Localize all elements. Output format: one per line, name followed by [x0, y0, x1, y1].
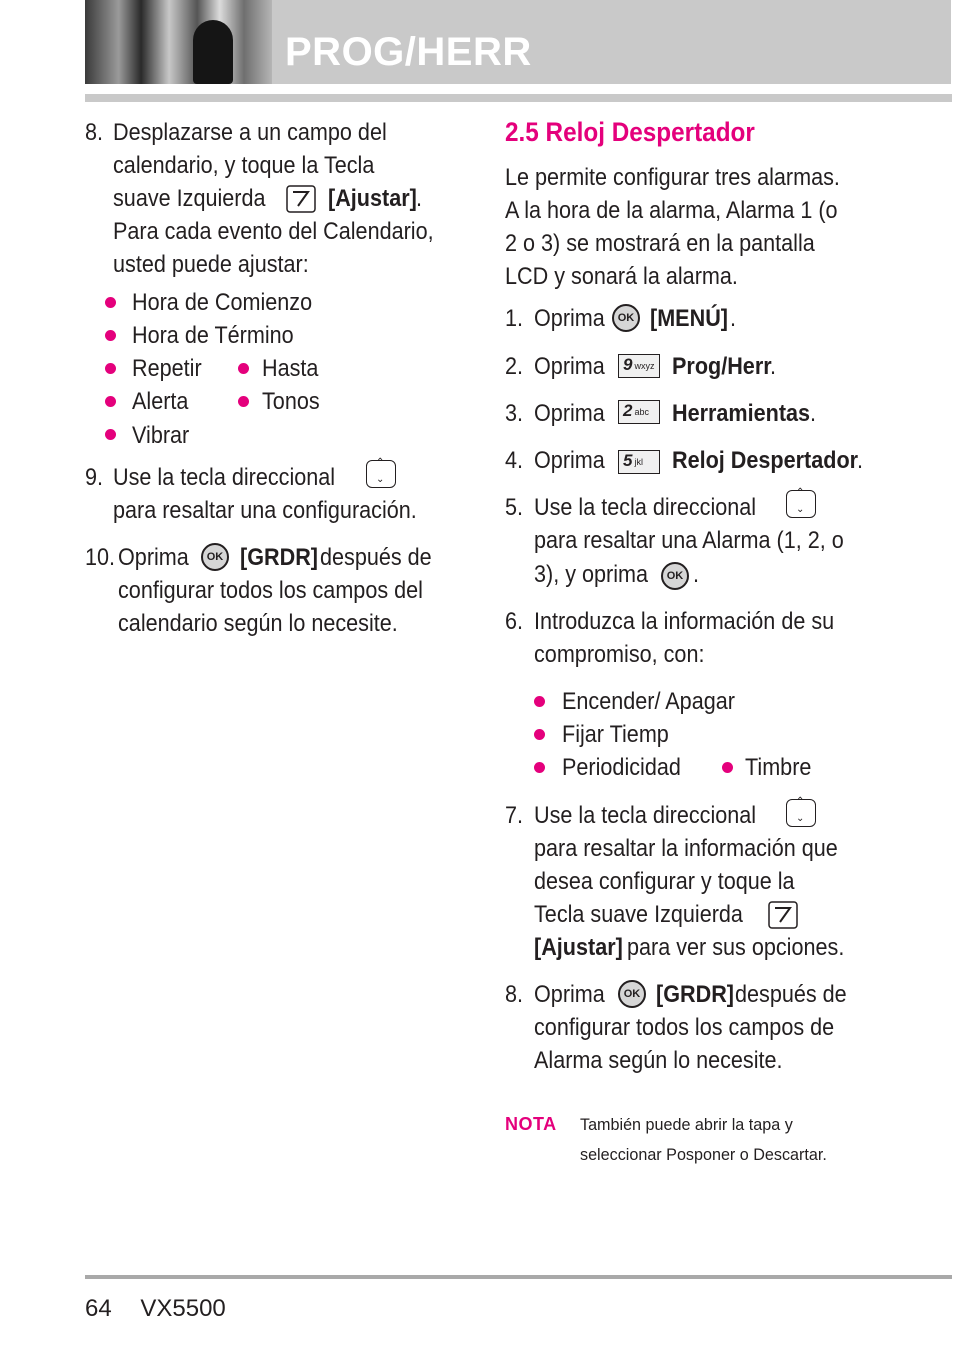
bullet-dot [238, 363, 249, 374]
model-name: VX5500 [140, 1295, 226, 1322]
softkey-label: [Ajustar] [328, 185, 417, 212]
step-text: Use la tecla direccional [113, 464, 336, 491]
page-number: 64 [85, 1295, 112, 1322]
page-title: PROG/HERR [285, 30, 532, 74]
step-text: Introduzca la información de su [534, 608, 835, 635]
menu-label: Prog/Herr [672, 353, 772, 380]
intro-text: Le permite configurar tres alarmas. [505, 164, 840, 191]
note-label: NOTA [505, 1114, 557, 1134]
step-text: Oprima [534, 981, 605, 1008]
list-item: Vibrar [132, 422, 190, 449]
softkey-label: [Ajustar] [534, 934, 623, 961]
note-text: seleccionar Posponer o Descartar. [580, 1145, 827, 1164]
bullet-dot [722, 762, 733, 773]
header-photo [85, 0, 272, 84]
step-text: Oprima [534, 400, 605, 427]
step-number: 6. [505, 608, 524, 635]
list-item: Timbre [745, 754, 812, 781]
key-5-icon: 5 jkl [618, 450, 660, 474]
list-item: Hora de Término [132, 322, 294, 349]
menu-label: Reloj Despertador [672, 447, 859, 474]
step-text: configurar todos los campos de [534, 1014, 835, 1041]
step-text: . [416, 185, 423, 212]
list-item: Repetir [132, 355, 202, 382]
list-item: Fijar Tiemp [562, 721, 669, 748]
step-number: 8. [85, 119, 104, 146]
step-text: . [730, 305, 737, 332]
step-number: 9. [85, 464, 104, 491]
step-text: . [770, 353, 777, 380]
step-text: Oprima [118, 544, 189, 571]
step-text: calendario, y toque la Tecla [113, 152, 375, 179]
intro-text: 2 o 3) se mostrará en la pantalla [505, 230, 815, 257]
ok-key-icon: OK [618, 980, 646, 1008]
bullet-dot [238, 396, 249, 407]
ok-key-icon: OK [661, 562, 689, 590]
step-text: . [857, 447, 864, 474]
step-number: 1. [505, 305, 524, 332]
list-item: Encender/ Apagar [562, 688, 735, 715]
top-rule [85, 94, 952, 102]
bottom-rule [85, 1275, 952, 1279]
step-text: . [693, 561, 700, 588]
intro-text: A la hora de la alarma, Alarma 1 (o [505, 197, 838, 224]
step-text: para resaltar la información que [534, 835, 838, 862]
step-text: usted puede ajustar: [113, 251, 309, 278]
step-text: calendario según lo necesite. [118, 610, 398, 637]
section-title: 2.5 Reloj Despertador [505, 117, 755, 147]
step-text: Use la tecla direccional [534, 494, 757, 521]
step-number: 10. [85, 544, 116, 571]
step-text: Oprima [534, 353, 605, 380]
step-text: compromiso, con: [534, 641, 705, 668]
step-text: Use la tecla direccional [534, 802, 757, 829]
bullet-dot [105, 363, 116, 374]
step-number: 2. [505, 353, 524, 380]
step-text: para resaltar una Alarma (1, 2, o [534, 527, 844, 554]
left-soft-key-icon [286, 185, 316, 213]
step-number: 7. [505, 802, 524, 829]
ok-key-icon: OK [201, 543, 229, 571]
navigation-key-icon [366, 460, 396, 488]
step-number: 3. [505, 400, 524, 427]
softkey-label: [GRDR] [656, 981, 734, 1008]
step-text: Oprima [534, 305, 605, 332]
menu-label: Herramientas [672, 400, 811, 427]
step-text: . [810, 400, 817, 427]
step-text: para resaltar una configuración. [113, 497, 417, 524]
step-text: para ver sus opciones. [627, 934, 845, 961]
step-number: 8. [505, 981, 524, 1008]
navigation-key-icon [786, 799, 816, 827]
bullet-dot [534, 729, 545, 740]
step-text: desea configurar y toque la [534, 868, 795, 895]
bullet-dot [105, 297, 116, 308]
step-text: suave Izquierda [113, 185, 266, 212]
list-item: Tonos [262, 388, 320, 415]
step-text: Oprima [534, 447, 605, 474]
step-text: Para cada evento del Calendario, [113, 218, 434, 245]
softkey-label: [GRDR] [240, 544, 318, 571]
ok-key-icon: OK [612, 304, 640, 332]
bullet-dot [534, 762, 545, 773]
step-text: después de [735, 981, 847, 1008]
menu-label: [MENÚ] [650, 305, 728, 332]
navigation-key-icon [786, 490, 816, 518]
step-text: Tecla suave Izquierda [534, 901, 743, 928]
list-item: Hora de Comienzo [132, 289, 313, 316]
list-item: Hasta [262, 355, 319, 382]
page-footer [85, 1295, 248, 1323]
list-item: Alerta [132, 388, 189, 415]
bullet-dot [105, 330, 116, 341]
step-text: configurar todos los campos del [118, 577, 423, 604]
step-text: 3), y oprima [534, 561, 649, 588]
step-number: 4. [505, 447, 524, 474]
key-9-icon: 9 wxyz [618, 354, 660, 378]
step-text: Desplazarse a un campo del [113, 119, 387, 146]
step-number: 5. [505, 494, 524, 521]
left-soft-key-icon [768, 901, 798, 929]
intro-text: LCD y sonará la alarma. [505, 263, 738, 290]
step-text: después de [320, 544, 432, 571]
bullet-dot [105, 429, 116, 440]
bullet-dot [105, 396, 116, 407]
key-2-icon: 2 abc [618, 400, 660, 424]
note-text: También puede abrir la tapa y [580, 1115, 793, 1134]
bullet-dot [534, 696, 545, 707]
step-text: Alarma según lo necesite. [534, 1047, 783, 1074]
list-item: Periodicidad [562, 754, 681, 781]
